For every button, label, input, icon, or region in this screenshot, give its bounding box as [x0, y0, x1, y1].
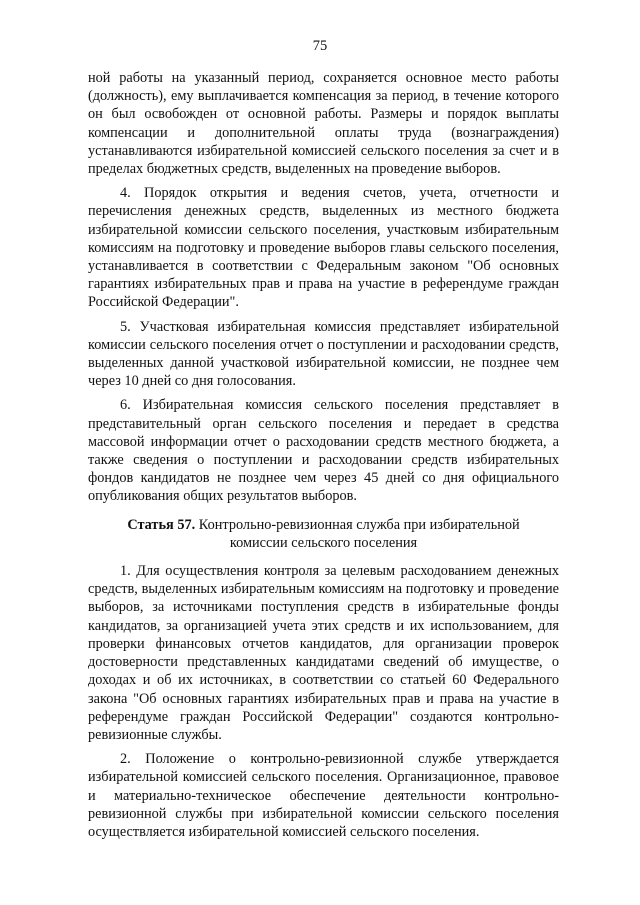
- text-line: граждан Российской Федерации" создаются контрольно-ревизионные служ: [88, 708, 559, 743]
- text-line: дополнительной оплаты труда (вознаграждения) устанавливаются избира: [88, 124, 559, 159]
- paragraphs-after: [88, 562, 559, 841]
- article-heading: [88, 516, 559, 552]
- text-line: ности представленных кандидатами сведений об имуществе, о доходах и об: [88, 654, 559, 689]
- paragraph: [88, 318, 559, 391]
- text-line: рез 10 дней со дня голосования.: [101, 373, 296, 390]
- text-line: новных гарантиях избирательных прав и права на участие в референдуме: [88, 690, 559, 725]
- paragraphs-before: [88, 69, 559, 506]
- text-line: миссии сельского поселения, участковым избирательным комиссиям на подго: [88, 221, 559, 256]
- text-line: 5. Участковая избирательная комиссия представляет избирательной: [120, 318, 559, 335]
- document-body: [88, 69, 559, 847]
- text-line: средств, выделенных избирательным комиссиям на подготовку и проведение: [88, 581, 559, 598]
- article-title-line-2: комиссии сельского поселения: [229, 534, 418, 551]
- article-number: Статья 57.: [127, 516, 196, 533]
- text-line: комиссии сельского поселения отчет о поступлении и расходовании средств,: [88, 336, 559, 353]
- paragraph: [88, 69, 559, 178]
- text-line: ния денежных средств, выделенных из местного бюджета избирательной ко: [88, 203, 559, 238]
- text-line: зультатов выборов.: [240, 488, 357, 505]
- page-number: 75: [312, 38, 328, 54]
- article-title-line-1: Контрольно-ревизионная служба при избирательной: [198, 516, 520, 533]
- text-line: выборов, за источниками поступления средств в избирательные фонды кан: [88, 599, 559, 634]
- text-line: 6. Избирательная комиссия сельского поселения представляет в пред: [88, 397, 559, 432]
- text-line: освобожден от основной работы. Размеры и порядок выплаты компенсации и: [88, 106, 559, 141]
- text-line: соответствии с Федеральным законом "Об основных гарантиях избирательных: [88, 258, 560, 293]
- text-line: позднее чем через 45 дней со дня официального опубликования общих ре: [88, 470, 559, 505]
- text-line: риально-техническое обеспечение деятельности контрольно-ревизионной: [88, 787, 560, 822]
- text-line: верки финансовых отчетов кандидатов, для организации проверок достовер: [88, 635, 559, 671]
- text-line: о поступлении и расходовании средств избирательных фондов кандидатов не: [88, 452, 559, 487]
- text-line: бы.: [201, 726, 222, 743]
- text-line: средств, выделенных на проведение выборов.: [221, 161, 501, 178]
- text-line: выделенных данной участковой избирательной комиссии, не позднее чем че: [88, 355, 559, 390]
- article-heading-line-1: [88, 516, 559, 534]
- paragraph: [88, 562, 559, 744]
- text-line: их источниках, в соответствии со статьей 60 Федерального закона "Об ос: [88, 672, 559, 707]
- text-line: 4. Порядок открытия и ведения счетов, учета, отчетности и перечисле: [88, 185, 559, 220]
- text-line: дидатов, за организацией учета этих средств и их использованием, для про: [88, 617, 559, 652]
- text-line: 1. Для осуществления контроля за целевым расходованием денежных: [120, 563, 559, 580]
- paragraph: [88, 396, 559, 505]
- text-line: службы при избирательной комиссии сельского поселения осуществляется: [88, 805, 560, 840]
- text-line: тельной комиссией сельского поселения. Организационное, правовое и мате: [88, 769, 559, 804]
- text-line: ность), ему выплачивается компенсация за период, в течение которого он был: [88, 88, 559, 123]
- text-line: товку и проведение выборов главы сельского поселения, устанавливается в: [88, 239, 559, 275]
- text-line: избирательной комиссией сельского поселения.: [188, 823, 480, 840]
- text-line: ставительный орган сельского поселения и передает в средства массовой ин: [88, 415, 559, 450]
- paragraph: [88, 750, 559, 841]
- text-line: ной работы на указанный период, сохраняется основное место работы (долж: [88, 70, 559, 105]
- text-line: прав и права на участие в референдуме граждан Российской Федерации".: [88, 276, 559, 311]
- text-line: 2. Положение о контрольно-ревизионной службе утверждается избира: [88, 751, 559, 786]
- text-line: тельной комиссией сельского поселения за счет и в пределах бюджетных: [88, 142, 559, 178]
- paragraph: [88, 184, 559, 311]
- text-line: формации отчет о расходовании средств местного бюджета, а также сведения: [88, 433, 559, 469]
